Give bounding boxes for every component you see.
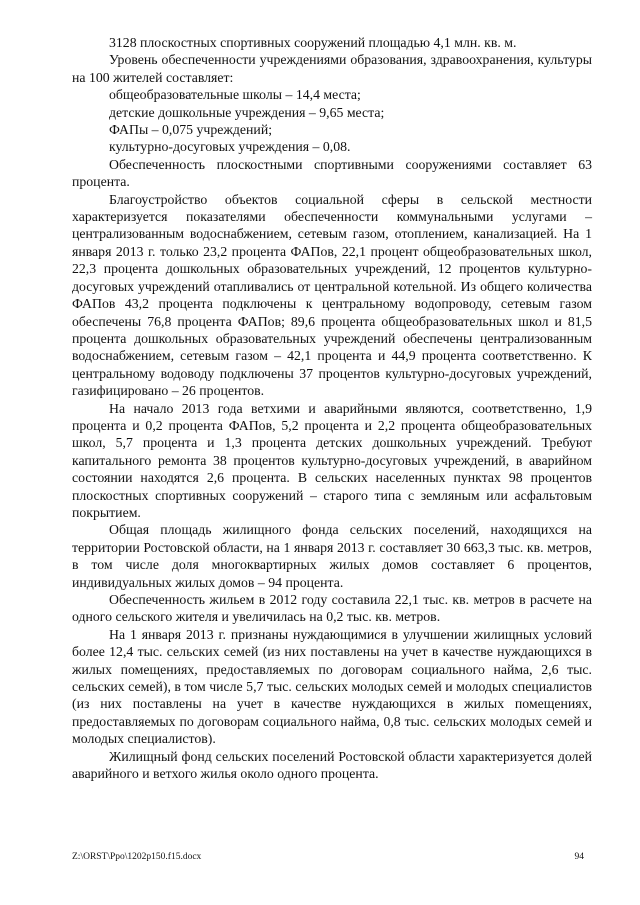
paragraph-utilities: Благоустройство объектов социальной сферы в сельской местности характеризуется показателями обеспеченности коммунальными услугами – централизованным водоснабжением, сетевым газом, отоплением, канализацией. На 1 января 2013 г. только 23,2 процента ФАПов, 22,1 процент общеобразовательных школ, 22,3 процента дошкольных образовательных учреждений, 12 процентов культурно-досуговых учреждений отапливались от центральной котельной. Из общего количества ФАПов 43,2 процента подключены к центральному водопроводу, сетевым газом обеспечены 76,8 процента ФАПов; 89,6 процента общеобразовательных школ и 81,5 процента дошкольных образовательных учреждений обеспечены централизованным водоснабжением, сетевым газом – 42,1 процента и 44,9 процента соответственно. К центральному водоводу подключены 37 процентов культурно-досуговых учреждений, газифицировано – 26 процентов. [72,191,592,399]
paragraph-housing-stock: Жилищный фонд сельских поселений Ростовской области характеризуется долей аварийного и ветхого жилья около одного процента. [72,748,592,782]
paragraph-sports-provision: Обеспеченность плоскостными спортивными сооружениями составляет 63 процента. [72,156,592,190]
list-item-schools: общеобразовательные школы – 14,4 места; [109,87,361,103]
paragraph-sports-facilities: 3128 плоскостных спортивных сооружений площадью 4,1 млн. кв. м. [109,35,517,50]
document-body [72,34,592,782]
paragraph-housing-area: Общая площадь жилищного фонда сельских поселений, находящихся на территории Ростовской области, на 1 января 2013 г. составляет 30 663,3 тыс. кв. метров, в том числе доля многоквартирных жилых домов составляет 6 процентов, индивидуальных жилых домов – 94 процента. [72,522,592,590]
list-item-cultural: культурно-досуговых учреждения – 0,08. [109,139,351,155]
list-item-faps: ФАПы – 0,075 учреждений; [109,122,273,138]
paragraph-housing-provision: Обеспеченность жильем в 2012 году составила 22,1 тыс. кв. метров в расчете на одного сельского жителя и увеличилась на 0,2 тыс. кв. метров. [72,592,592,625]
page-number: 94 [574,852,584,862]
list-item-preschools: детские дошкольные учреждения – 9,65 места; [109,104,385,120]
footer-file-path: Z:\ORST\Ppo\1202p150.f15.docx [72,852,202,862]
paragraph-dilapidated: На начало 2013 года ветхими и аварийными являются, соответственно, 1,9 процента и 0,2 процента ФАПов, 5,2 процента и 2,2 процента общеобразовательных школ, 5,7 процента и 1,3 процента детских дошкольных учреждений. Требуют капитального ремонта 38 процентов культурно-досуговых учреждений, в аварийном состоянии находятся 2,6 процента. В сельских населенных пунктах 98 процентов плоскостных спортивных сооружений – старого типа с земляным или асфальтовым покрытием. [72,400,592,520]
paragraph-provision-level: Уровень обеспеченности учреждениями образования, здравоохранения, культуры на 100 жителей составляет: [72,52,592,85]
paragraph-housing-needs: На 1 января 2013 г. признаны нуждающимися в улучшении жилищных условий более 12,4 тыс. сельских семей (из них поставлены на учет в качестве нуждающихся в жилых помещениях, предоставляемых по договорам социального найма, 2,6 тыс. сельских семей), в том числе 5,7 тыс. сельских молодых семей и молодых специалистов (из них поставлены на учет в качестве нуждающихся в жилых помещениях, предоставляемых по договорам социального найма, 0,8 тыс. сельских молодых семей и молодых специалистов). [72,626,592,747]
